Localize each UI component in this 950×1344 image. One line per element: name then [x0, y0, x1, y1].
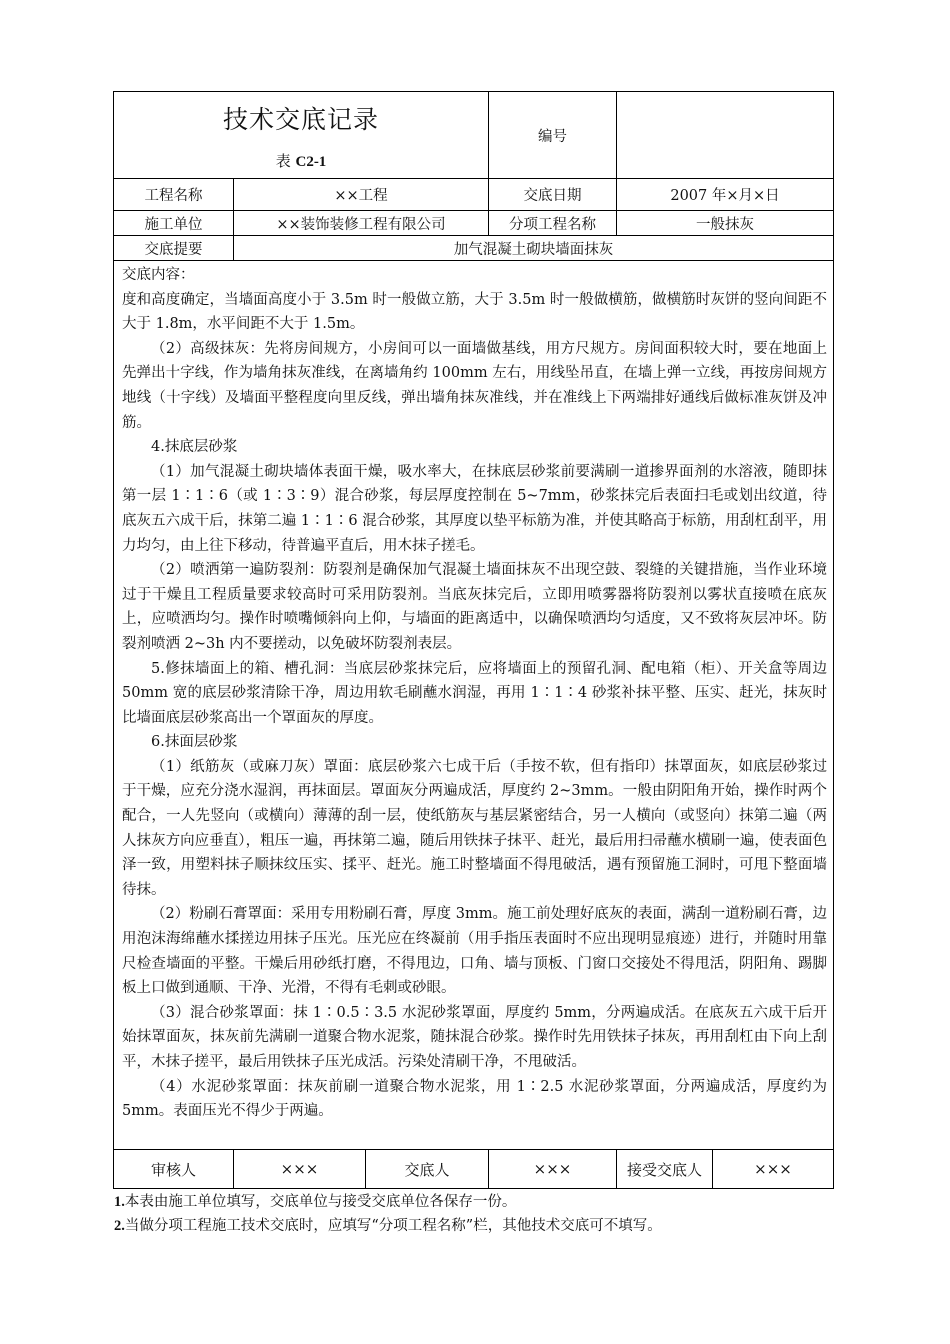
footnote-text: 本表由施工单位填写，交底单位与接受交底单位各保存一份。: [124, 1194, 517, 1210]
summary-label: 交底提要: [114, 236, 234, 261]
title-cell: [114, 92, 489, 179]
project-name-label: 工程名称: [114, 179, 234, 211]
footnote-number: 1.: [114, 1194, 125, 1210]
unit-value[interactable]: ××装饰装修工程有限公司: [234, 211, 489, 236]
reviewer-label: 审核人: [114, 1150, 234, 1189]
receiver-value[interactable]: ×××: [713, 1150, 834, 1189]
footnote-item: [114, 1214, 833, 1238]
subproject-value[interactable]: 一般抹灰: [617, 211, 834, 236]
content-paragraph: （1）纸筋灰（或麻刀灰）罩面：底层砂浆六七成干后（手按不软，但有指印）抹罩面灰，如底层砂浆过于干燥，应充分浇水湿润，再抹面层。罩面灰分两遍成活，厚度约 2~3mm。一般由阴阳角开始，操作时两个配合，一人先竖向（或横向）薄薄的刮一层，使纸筋灰与基层紧密结合，另一人横向（或竖向）抹第二遍（两人抹灰方向应垂直），粗压一遍，再抹第二遍，随后用铁抹子抹平、赶光，最后用扫帚蘸水横刷一遍，使表面色泽一致，用塑料抹子顺抹纹压实、揉平、赶光。施工时整墙面不得甩破活，遇有预留施工洞时，可甩下整面墙待抹。: [122, 758, 828, 898]
number-value[interactable]: [617, 92, 834, 179]
footnote-text: 当做分项工程施工技术交底时，应填写“分项工程名称”栏，其他技术交底可不填写。: [124, 1218, 662, 1234]
content-paragraph: （2）高级抹灰：先将房间规方，小房间可以一面墙做基线，用方尺规方。房间面积较大时，要在地面上先弹出十字线，作为墙角抹灰准线，在离墙角约 100mm 左右，用线坠吊直，在墙上弹一立线，再按房间规方地线（十字线）及墙面平整程度向里反线，弹出墙角抹灰准线，并在准线上下两端排好通线后做标准灰饼及冲筋。: [122, 340, 828, 431]
content-paragraph: （3）混合砂浆罩面：抹 1∶0.5∶3.5 水泥砂浆罩面，厚度约 5mm，分两遍成活。在底灰五六成干后开始抹罩面灰，抹灰前先满刷一道聚合物水泥浆，随抹混合砂浆。操作时先用铁抹子抹灰，再用刮杠由下向上刮平，木抹子搓平，最后用铁抹子压光成活。污染处清刷干净，不甩破活。: [122, 1004, 828, 1070]
content-heading: 4.抹底层砂浆: [151, 439, 238, 456]
content-paragraph: （1）加气混凝土砌块墙体表面干燥，吸水率大，在抹底层砂浆前要满刷一道掺界面剂的水溶液，随即抹第一层 1∶1∶6（或 1∶3∶9）混合砂浆，每层厚度控制在 5~7mm，砂浆抹完后表面扫毛或划出纹道，待底灰五六成干后，抹第二遍 1∶1∶6 混合砂浆，其厚度以垫平标筋为准，并使其略高于标筋，用刮杠刮平，用力均匀，由上往下移动，待普遍平直后，用木抹子搓毛。: [122, 463, 828, 554]
reviewer-value[interactable]: ×××: [234, 1150, 366, 1189]
briefing-table: [113, 91, 834, 1189]
number-label: 编号: [489, 92, 617, 179]
date-value[interactable]: 2007 年×月×日: [617, 179, 834, 211]
presenter-label: 交底人: [366, 1150, 489, 1189]
presenter-value[interactable]: ×××: [489, 1150, 617, 1189]
content-heading: 6.抹面层砂浆: [151, 734, 238, 751]
content-paragraph: （2）喷洒第一遍防裂剂：防裂剂是确保加气混凝土墙面抹灰不出现空鼓、裂缝的关键措施，当作业环境过于干燥且工程质量要求较高时可采用防裂剂。当底灰抹完后，立即用喷雾器将防裂剂以雾状直接喷在底灰上，应喷洒均匀。操作时喷嘴倾斜向上仰，与墙面的距离适中，以确保喷洒均匀适度，又不致将灰层冲坏。防裂剂喷洒 2~3h 内不要搓动，以免破坏防裂剂表层。: [122, 562, 828, 652]
date-label: 交底日期: [489, 179, 617, 211]
content-paragraph: （2）粉刷石膏罩面：采用专用粉刷石膏，厚度 3mm。施工前处理好底灰的表面，满刮一道粉刷石膏，边用泡沫海绵蘸水揉搓边用抹子压光。压光应在终凝前（用手指压表面时不应出现明显痕迹）进行，并随时用靠尺检查墙面的平整。干燥后用砂纸打磨，不得甩边，口角、墙与顶板、门窗口交接处不得甩活，阴阳角、踢脚板上口做到通顺、干净、光滑，不得有毛刺或砂眼。: [122, 906, 828, 997]
content-label: 交底内容：: [122, 267, 195, 283]
form-code-value: C2-1: [295, 154, 327, 170]
content-paragraph: 度和高度确定，当墙面高度小于 3.5m 时一般做立筋，大于 3.5m 时一般做横筋，做横筋时灰饼的竖向间距不大于 1.8m，水平间距不大于 1.5m。: [122, 291, 828, 333]
form-title: 技术交底记录: [223, 105, 380, 134]
footnote-item: [114, 1190, 833, 1214]
form-code-prefix: 表: [275, 152, 296, 170]
content-paragraph: 5.修抹墙面上的箱、槽孔洞：当底层砂浆抹完后，应将墙面上的预留孔洞、配电箱（柜）、开关盒等周边 50mm 宽的底层砂浆清除干净，周边用软毛刷蘸水润湿，再用 1∶1∶4 砂浆补抹平整、压实、赶光，抹灰时比墙面底层砂浆高出一个罩面灰的厚度。: [122, 660, 828, 726]
content-cell: [114, 261, 834, 1150]
summary-value[interactable]: 加气混凝土砌块墙面抹灰: [234, 236, 834, 261]
form-code: [114, 150, 488, 171]
content-paragraph: （4）水泥砂浆罩面：抹灰前刷一道聚合物水泥浆，用 1∶2.5 水泥砂浆罩面，分两遍成活，厚度约为 5mm。表面压光不得少于两遍。: [122, 1078, 828, 1120]
receiver-label: 接受交底人: [617, 1150, 713, 1189]
technical-briefing-form: [113, 91, 833, 1238]
project-name-value[interactable]: ××工程: [234, 179, 489, 211]
footnote-number: 2.: [114, 1218, 125, 1234]
footnotes: [114, 1190, 833, 1238]
subproject-label: 分项工程名称: [489, 211, 617, 236]
unit-label: 施工单位: [114, 211, 234, 236]
